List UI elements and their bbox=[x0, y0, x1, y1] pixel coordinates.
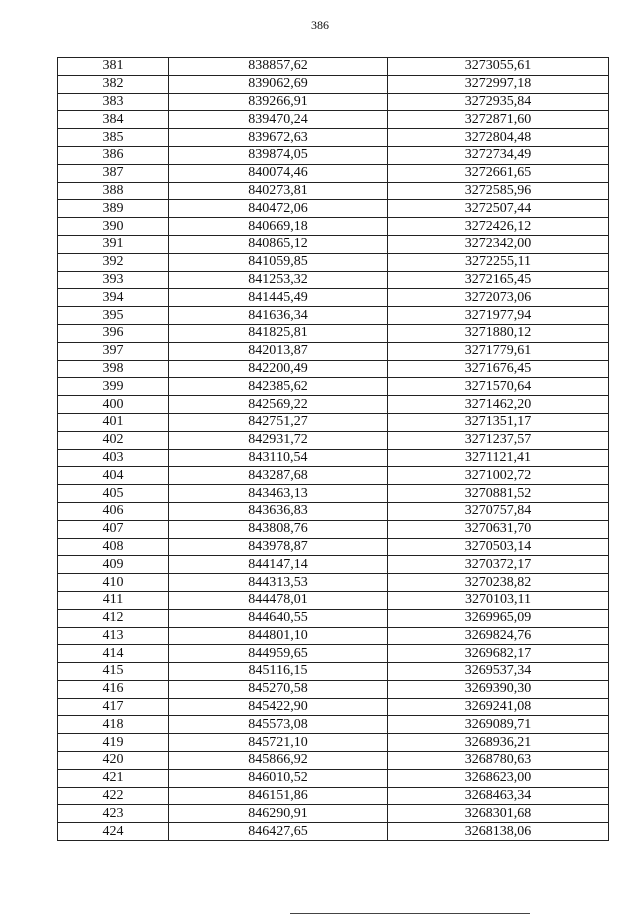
table-row bbox=[58, 805, 609, 823]
y-coordinate-cell: 3272935,84 bbox=[388, 93, 609, 111]
x-coordinate-cell: 840472,06 bbox=[169, 200, 388, 218]
table-row bbox=[58, 769, 609, 787]
x-coordinate-cell: 844313,53 bbox=[169, 574, 388, 592]
table-row bbox=[58, 502, 609, 520]
x-coordinate-cell: 845116,15 bbox=[169, 663, 388, 681]
point-number-cell: 387 bbox=[58, 164, 169, 182]
point-number-cell: 395 bbox=[58, 307, 169, 325]
y-coordinate-cell: 3272804,48 bbox=[388, 129, 609, 147]
point-number-cell: 407 bbox=[58, 520, 169, 538]
table-row bbox=[58, 378, 609, 396]
y-coordinate-cell: 3270372,17 bbox=[388, 556, 609, 574]
x-coordinate-cell: 846427,65 bbox=[169, 823, 388, 841]
point-number-cell: 408 bbox=[58, 538, 169, 556]
table-row bbox=[58, 75, 609, 93]
y-coordinate-cell: 3272342,00 bbox=[388, 235, 609, 253]
x-coordinate-cell: 842751,27 bbox=[169, 413, 388, 431]
point-number-cell: 405 bbox=[58, 485, 169, 503]
table-row bbox=[58, 93, 609, 111]
x-coordinate-cell: 842385,62 bbox=[169, 378, 388, 396]
table-row bbox=[58, 538, 609, 556]
y-coordinate-cell: 3268623,00 bbox=[388, 769, 609, 787]
y-coordinate-cell: 3272585,96 bbox=[388, 182, 609, 200]
x-coordinate-cell: 840669,18 bbox=[169, 218, 388, 236]
x-coordinate-cell: 840273,81 bbox=[169, 182, 388, 200]
point-number-cell: 413 bbox=[58, 627, 169, 645]
x-coordinate-cell: 839672,63 bbox=[169, 129, 388, 147]
point-number-cell: 410 bbox=[58, 574, 169, 592]
point-number-cell: 398 bbox=[58, 360, 169, 378]
x-coordinate-cell: 843978,87 bbox=[169, 538, 388, 556]
table-row bbox=[58, 698, 609, 716]
x-coordinate-cell: 841445,49 bbox=[169, 289, 388, 307]
y-coordinate-cell: 3271351,17 bbox=[388, 413, 609, 431]
x-coordinate-cell: 838857,62 bbox=[169, 58, 388, 76]
x-coordinate-cell: 845866,92 bbox=[169, 752, 388, 770]
x-coordinate-cell: 845721,10 bbox=[169, 734, 388, 752]
point-number-cell: 421 bbox=[58, 769, 169, 787]
y-coordinate-cell: 3271462,20 bbox=[388, 396, 609, 414]
footer-rule bbox=[290, 913, 530, 914]
y-coordinate-cell: 3268780,63 bbox=[388, 752, 609, 770]
y-coordinate-cell: 3269537,34 bbox=[388, 663, 609, 681]
table-row bbox=[58, 520, 609, 538]
table-row bbox=[58, 680, 609, 698]
x-coordinate-cell: 845573,08 bbox=[169, 716, 388, 734]
table-row bbox=[58, 663, 609, 681]
point-number-cell: 414 bbox=[58, 645, 169, 663]
y-coordinate-cell: 3271002,72 bbox=[388, 467, 609, 485]
table-row bbox=[58, 307, 609, 325]
x-coordinate-cell: 845270,58 bbox=[169, 680, 388, 698]
point-number-cell: 382 bbox=[58, 75, 169, 93]
table-row bbox=[58, 129, 609, 147]
y-coordinate-cell: 3272426,12 bbox=[388, 218, 609, 236]
x-coordinate-cell: 844801,10 bbox=[169, 627, 388, 645]
point-number-cell: 422 bbox=[58, 787, 169, 805]
y-coordinate-cell: 3272255,11 bbox=[388, 253, 609, 271]
point-number-cell: 400 bbox=[58, 396, 169, 414]
table-row bbox=[58, 271, 609, 289]
y-coordinate-cell: 3272073,06 bbox=[388, 289, 609, 307]
point-number-cell: 423 bbox=[58, 805, 169, 823]
y-coordinate-cell: 3270757,84 bbox=[388, 502, 609, 520]
point-number-cell: 411 bbox=[58, 591, 169, 609]
point-number-cell: 406 bbox=[58, 502, 169, 520]
y-coordinate-cell: 3269241,08 bbox=[388, 698, 609, 716]
x-coordinate-cell: 845422,90 bbox=[169, 698, 388, 716]
x-coordinate-cell: 843636,83 bbox=[169, 502, 388, 520]
x-coordinate-cell: 839062,69 bbox=[169, 75, 388, 93]
x-coordinate-cell: 840074,46 bbox=[169, 164, 388, 182]
y-coordinate-cell: 3271880,12 bbox=[388, 324, 609, 342]
y-coordinate-cell: 3271570,64 bbox=[388, 378, 609, 396]
table-row bbox=[58, 200, 609, 218]
table-row bbox=[58, 431, 609, 449]
y-coordinate-cell: 3269390,30 bbox=[388, 680, 609, 698]
point-number-cell: 402 bbox=[58, 431, 169, 449]
x-coordinate-cell: 844478,01 bbox=[169, 591, 388, 609]
table-row bbox=[58, 253, 609, 271]
y-coordinate-cell: 3268301,68 bbox=[388, 805, 609, 823]
table-row bbox=[58, 556, 609, 574]
x-coordinate-cell: 842013,87 bbox=[169, 342, 388, 360]
y-coordinate-cell: 3272871,60 bbox=[388, 111, 609, 129]
x-coordinate-cell: 841253,32 bbox=[169, 271, 388, 289]
table-row bbox=[58, 218, 609, 236]
y-coordinate-cell: 3271237,57 bbox=[388, 431, 609, 449]
y-coordinate-cell: 3271779,61 bbox=[388, 342, 609, 360]
point-number-cell: 397 bbox=[58, 342, 169, 360]
point-number-cell: 417 bbox=[58, 698, 169, 716]
x-coordinate-cell: 842200,49 bbox=[169, 360, 388, 378]
x-coordinate-cell: 846290,91 bbox=[169, 805, 388, 823]
table-row bbox=[58, 324, 609, 342]
point-number-cell: 381 bbox=[58, 58, 169, 76]
coordinates-table bbox=[57, 57, 609, 841]
point-number-cell: 386 bbox=[58, 146, 169, 164]
point-number-cell: 394 bbox=[58, 289, 169, 307]
table-row bbox=[58, 235, 609, 253]
x-coordinate-cell: 841825,81 bbox=[169, 324, 388, 342]
table-row bbox=[58, 645, 609, 663]
table-row bbox=[58, 716, 609, 734]
point-number-cell: 419 bbox=[58, 734, 169, 752]
point-number-cell: 390 bbox=[58, 218, 169, 236]
point-number-cell: 415 bbox=[58, 663, 169, 681]
x-coordinate-cell: 844959,65 bbox=[169, 645, 388, 663]
table-row bbox=[58, 289, 609, 307]
point-number-cell: 388 bbox=[58, 182, 169, 200]
point-number-cell: 416 bbox=[58, 680, 169, 698]
table-row bbox=[58, 485, 609, 503]
point-number-cell: 385 bbox=[58, 129, 169, 147]
x-coordinate-cell: 841059,85 bbox=[169, 253, 388, 271]
y-coordinate-cell: 3269089,71 bbox=[388, 716, 609, 734]
y-coordinate-cell: 3272507,44 bbox=[388, 200, 609, 218]
y-coordinate-cell: 3270631,70 bbox=[388, 520, 609, 538]
table-row bbox=[58, 413, 609, 431]
point-number-cell: 393 bbox=[58, 271, 169, 289]
y-coordinate-cell: 3268138,06 bbox=[388, 823, 609, 841]
table-row bbox=[58, 396, 609, 414]
point-number-cell: 409 bbox=[58, 556, 169, 574]
point-number-cell: 418 bbox=[58, 716, 169, 734]
x-coordinate-cell: 842569,22 bbox=[169, 396, 388, 414]
y-coordinate-cell: 3270103,11 bbox=[388, 591, 609, 609]
y-coordinate-cell: 3270503,14 bbox=[388, 538, 609, 556]
page-number: 386 bbox=[311, 18, 329, 32]
table-row bbox=[58, 591, 609, 609]
table-row bbox=[58, 609, 609, 627]
x-coordinate-cell: 843110,54 bbox=[169, 449, 388, 467]
table-row bbox=[58, 449, 609, 467]
x-coordinate-cell: 841636,34 bbox=[169, 307, 388, 325]
table-row bbox=[58, 752, 609, 770]
y-coordinate-cell: 3269965,09 bbox=[388, 609, 609, 627]
point-number-cell: 384 bbox=[58, 111, 169, 129]
x-coordinate-cell: 844640,55 bbox=[169, 609, 388, 627]
y-coordinate-cell: 3272165,45 bbox=[388, 271, 609, 289]
point-number-cell: 401 bbox=[58, 413, 169, 431]
table-row bbox=[58, 627, 609, 645]
table-row bbox=[58, 146, 609, 164]
y-coordinate-cell: 3272734,49 bbox=[388, 146, 609, 164]
point-number-cell: 396 bbox=[58, 324, 169, 342]
y-coordinate-cell: 3273055,61 bbox=[388, 58, 609, 76]
y-coordinate-cell: 3272997,18 bbox=[388, 75, 609, 93]
y-coordinate-cell: 3272661,65 bbox=[388, 164, 609, 182]
table-row bbox=[58, 111, 609, 129]
y-coordinate-cell: 3271676,45 bbox=[388, 360, 609, 378]
x-coordinate-cell: 842931,72 bbox=[169, 431, 388, 449]
table-row bbox=[58, 342, 609, 360]
point-number-cell: 424 bbox=[58, 823, 169, 841]
table-row bbox=[58, 467, 609, 485]
point-number-cell: 383 bbox=[58, 93, 169, 111]
x-coordinate-cell: 839266,91 bbox=[169, 93, 388, 111]
point-number-cell: 404 bbox=[58, 467, 169, 485]
table-row bbox=[58, 360, 609, 378]
y-coordinate-cell: 3271977,94 bbox=[388, 307, 609, 325]
y-coordinate-cell: 3270881,52 bbox=[388, 485, 609, 503]
coordinates-table-body bbox=[58, 58, 609, 841]
y-coordinate-cell: 3268936,21 bbox=[388, 734, 609, 752]
y-coordinate-cell: 3269824,76 bbox=[388, 627, 609, 645]
x-coordinate-cell: 840865,12 bbox=[169, 235, 388, 253]
table-row bbox=[58, 734, 609, 752]
point-number-cell: 420 bbox=[58, 752, 169, 770]
x-coordinate-cell: 839470,24 bbox=[169, 111, 388, 129]
point-number-cell: 392 bbox=[58, 253, 169, 271]
y-coordinate-cell: 3271121,41 bbox=[388, 449, 609, 467]
table-row bbox=[58, 574, 609, 592]
point-number-cell: 389 bbox=[58, 200, 169, 218]
x-coordinate-cell: 843808,76 bbox=[169, 520, 388, 538]
x-coordinate-cell: 846010,52 bbox=[169, 769, 388, 787]
point-number-cell: 412 bbox=[58, 609, 169, 627]
y-coordinate-cell: 3269682,17 bbox=[388, 645, 609, 663]
table-row bbox=[58, 58, 609, 76]
x-coordinate-cell: 843463,13 bbox=[169, 485, 388, 503]
y-coordinate-cell: 3268463,34 bbox=[388, 787, 609, 805]
point-number-cell: 403 bbox=[58, 449, 169, 467]
table-row bbox=[58, 164, 609, 182]
table-row bbox=[58, 182, 609, 200]
x-coordinate-cell: 843287,68 bbox=[169, 467, 388, 485]
table-row bbox=[58, 823, 609, 841]
point-number-cell: 391 bbox=[58, 235, 169, 253]
point-number-cell: 399 bbox=[58, 378, 169, 396]
y-coordinate-cell: 3270238,82 bbox=[388, 574, 609, 592]
table-row bbox=[58, 787, 609, 805]
x-coordinate-cell: 844147,14 bbox=[169, 556, 388, 574]
x-coordinate-cell: 846151,86 bbox=[169, 787, 388, 805]
x-coordinate-cell: 839874,05 bbox=[169, 146, 388, 164]
